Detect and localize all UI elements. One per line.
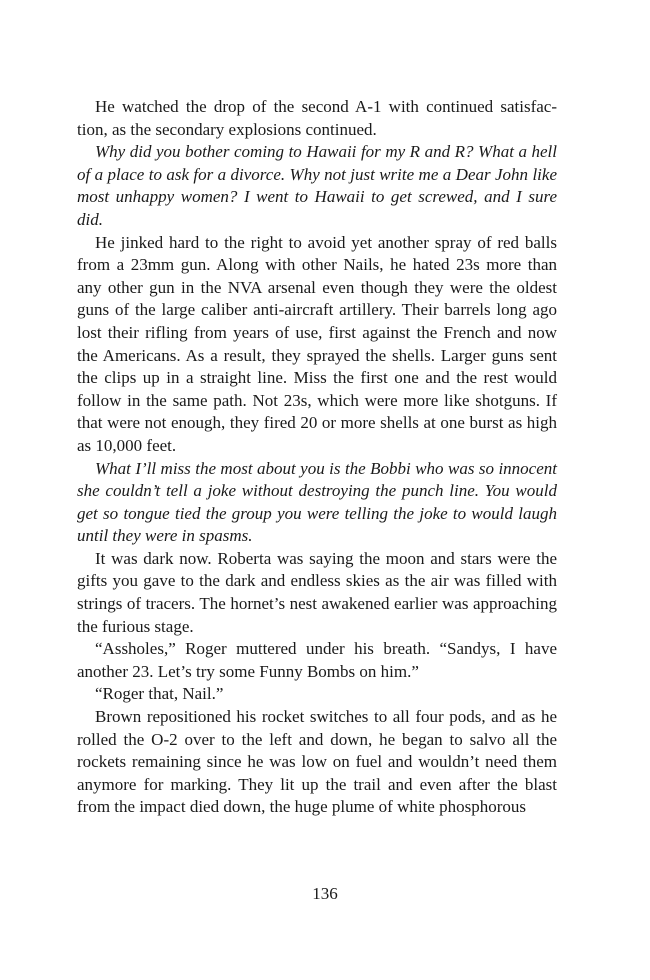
paragraph: “Roger that, Nail.” (95, 684, 224, 704)
paragraph: He watched the drop of the second A-1 with continued satisfac-tion, as the secondary explosions continued. (77, 97, 557, 139)
paragraph: It was dark now. Roberta was saying the moon and stars were the gifts you gave to the dark and endless skies as the air was filled with strings of tracers. The hornet’s nest awakened earlier was approaching the furious stage. (77, 548, 557, 636)
page-body (77, 96, 557, 819)
paragraph: Brown repositioned his rocket switches to all four pods, and as he rolled the O-2 over to the left and down, he began to salvo all the rockets remaining since he was low on fuel and wouldn’t need them anymore for marking. They lit up the trail and even after the blast from the impact died down, the huge plume of white phosphorous (77, 707, 557, 817)
page-number: 136 (312, 884, 338, 903)
italic-paragraph: What I’ll miss the most about you is the Bobbi who was so innocent she couldn’t tell a joke without destroying the punch line. You would get so tongue tied the group you were telling the joke to would laugh until they were in spasms. (77, 458, 557, 546)
paragraph: “Assholes,” Roger muttered under his breath. “Sandys, I have another 23. Let’s try some Funny Bombs on him.” (77, 639, 557, 681)
paragraph: He jinked hard to the right to avoid yet another spray of red balls from a 23mm gun. Along with other Nails, he hated 23s more than any other gun in the NVA arsenal even though they were the oldest guns of the large caliber anti-aircraft artillery. Their barrels long ago lost their rifling from years of use, first against the French and now the Americans. As a result, they sprayed the shells. Larger guns sent the clips up in a straight line. Miss the first one and the rest would follow in the same path. Not 23s, which were more like shotguns. If that were not enough, they fired 20 or more shells at one burst as high as 10,000 feet. (77, 232, 557, 455)
italic-paragraph: Why did you bother coming to Hawaii for my R and R? What a hell of a place to ask for a divorce. Why not just write me a Dear John like most unhappy women? I went to Hawaii to get screwed, and I sure did. (77, 142, 557, 229)
